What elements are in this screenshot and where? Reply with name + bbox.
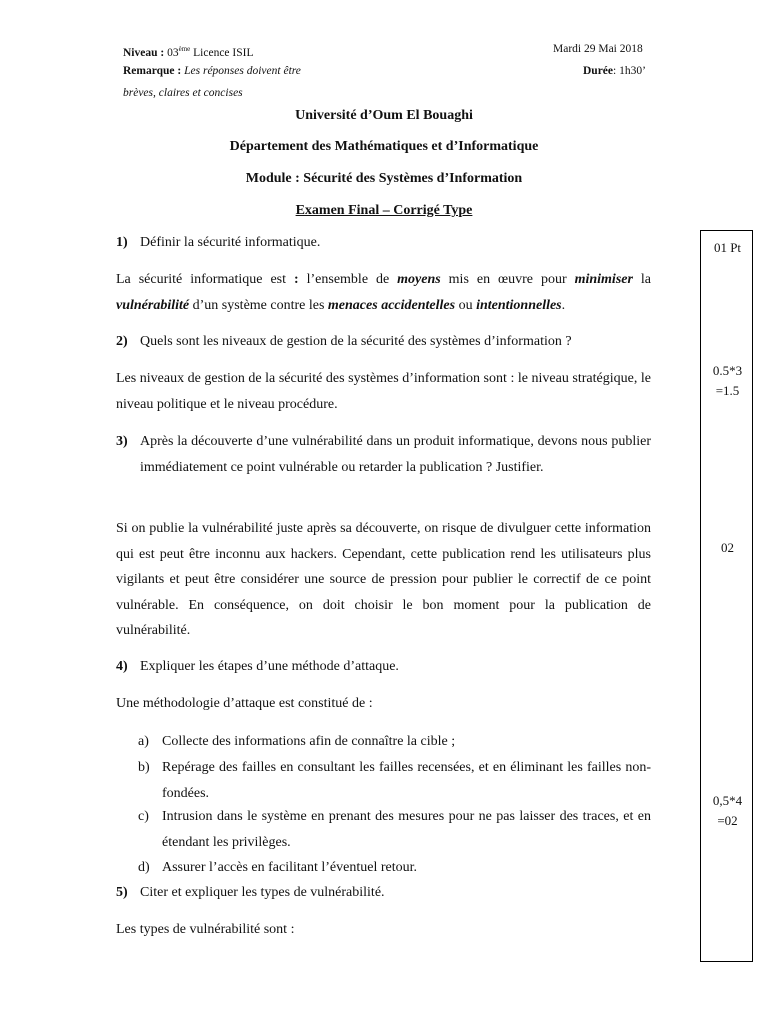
remarque-label: Remarque : bbox=[123, 65, 182, 77]
list-item-label: b) bbox=[138, 760, 150, 775]
header-date: Mardi 29 Mai 2018 bbox=[553, 43, 643, 55]
header-niveau bbox=[123, 40, 253, 63]
niveau-rest: Licence ISIL bbox=[193, 46, 254, 59]
niveau-label: Niveau : bbox=[123, 46, 165, 59]
question-text: Citer et expliquer les types de vulnérabilité. bbox=[140, 885, 385, 900]
answer-1 bbox=[116, 267, 651, 318]
question-number: 4) bbox=[116, 659, 128, 674]
list-item-text: Collecte des informations afin de connaître la cible ; bbox=[162, 734, 456, 749]
question-number: 3) bbox=[116, 434, 128, 449]
title-module: Module : Sécurité des Systèmes d’Information bbox=[245, 171, 523, 186]
answer-text: l’ensemble de bbox=[306, 272, 398, 287]
header-remarque bbox=[123, 62, 301, 81]
list-item bbox=[138, 729, 651, 755]
answer-text: . bbox=[561, 297, 566, 313]
score-q2-line2: =1.5 bbox=[715, 383, 740, 398]
score-q1: 01 Pt bbox=[713, 240, 742, 255]
list-item-label: c) bbox=[138, 809, 149, 824]
question-text: Quels sont les niveaux de gestion de la sécurité des systèmes d’information ? bbox=[140, 334, 572, 349]
score-q2-line1: 0.5*3 bbox=[712, 363, 743, 378]
answer-text: mis en œuvre pour bbox=[440, 272, 575, 287]
duree-value: : 1h30’ bbox=[613, 65, 646, 77]
remarque-line1: Les réponses doivent être bbox=[184, 65, 301, 77]
list-item bbox=[138, 755, 651, 806]
question-text: Définir la sécurité informatique. bbox=[140, 235, 321, 250]
niveau-number: 03 bbox=[167, 46, 179, 59]
title-exam bbox=[0, 203, 768, 219]
question-number: 5) bbox=[116, 885, 128, 900]
question-number: 2) bbox=[116, 334, 128, 349]
question-text: Après la découverte d’une vulnérabilité dans un produit informatique, devons nous publier immédiatement ce point vulnérable ou retarder la publication ? Justifier. bbox=[140, 434, 651, 475]
list-item bbox=[138, 855, 651, 881]
duree-label: Durée bbox=[583, 65, 614, 77]
question-number: 1) bbox=[116, 235, 128, 250]
score-q3: 02 bbox=[721, 540, 734, 555]
answer-3: Si on publie la vulnérabilité juste après sa découverte, on risque de divulguer cette information qui est peut être inconnu aux hackers. Cependant, cette publication rend les utilisateurs plus vigilants et peut être considérer une source de pression pour publier le correctif de ce point vulnérable. En conséquence, on doit choisir le bon moment pour la publication de vulnérabilité. bbox=[116, 521, 651, 638]
emphasis-menaces: menaces accidentelles bbox=[327, 297, 456, 313]
question-5 bbox=[116, 880, 651, 906]
title-department: Département des Mathématiques et d’Informatique bbox=[229, 139, 539, 154]
list-item-label: a) bbox=[138, 734, 149, 749]
list-item-text: Repérage des failles en consultant les failles recensées, et en éliminant les failles non-fondées. bbox=[162, 760, 651, 801]
header-duree bbox=[583, 62, 646, 81]
answer-5-intro: Les types de vulnérabilité sont : bbox=[116, 922, 295, 937]
question-4 bbox=[116, 654, 651, 680]
question-3 bbox=[116, 429, 651, 480]
answer-4-intro: Une méthodologie d’attaque est constitué de : bbox=[116, 696, 373, 711]
question-text: Expliquer les étapes d’une méthode d’attaque. bbox=[140, 659, 399, 674]
emphasis-intentionnelles: intentionnelles bbox=[476, 297, 562, 313]
emphasis-minimiser: minimiser bbox=[574, 272, 633, 287]
exam-title-text: Examen Final – Corrigé Type bbox=[295, 203, 473, 218]
title-university: Université d’Oum El Bouaghi bbox=[295, 108, 473, 123]
list-item bbox=[138, 804, 651, 855]
answer-text: la bbox=[632, 272, 651, 287]
remarque-line2: brèves, claires et concises bbox=[123, 87, 243, 99]
emphasis-vulnerabilite: vulnérabilité bbox=[116, 297, 190, 313]
question-1 bbox=[116, 230, 651, 256]
answer-text: La sécurité informatique est bbox=[116, 272, 287, 287]
score-q4-line1: 0,5*4 bbox=[712, 793, 743, 808]
emphasis-moyens: moyens bbox=[397, 272, 441, 287]
answer-text: d’un système contre les bbox=[189, 297, 328, 313]
score-column bbox=[700, 230, 753, 962]
score-q4-line2: =02 bbox=[717, 813, 738, 828]
answer-2: Les niveaux de gestion de la sécurité des systèmes d’information sont : le niveau stratégique, le niveau politique et le niveau procédure. bbox=[116, 371, 651, 412]
list-item-text: Intrusion dans le système en prenant des mesures pour ne pas laisser des traces, et en étendant les privilèges. bbox=[162, 809, 651, 850]
list-item-text: Assurer l’accès en facilitant l’éventuel retour. bbox=[162, 860, 417, 875]
list-item-label: d) bbox=[138, 860, 150, 875]
answer-colon: : bbox=[286, 272, 307, 287]
answer-text: ou bbox=[455, 297, 477, 313]
question-2 bbox=[116, 329, 651, 355]
niveau-sup: ème bbox=[178, 45, 191, 53]
